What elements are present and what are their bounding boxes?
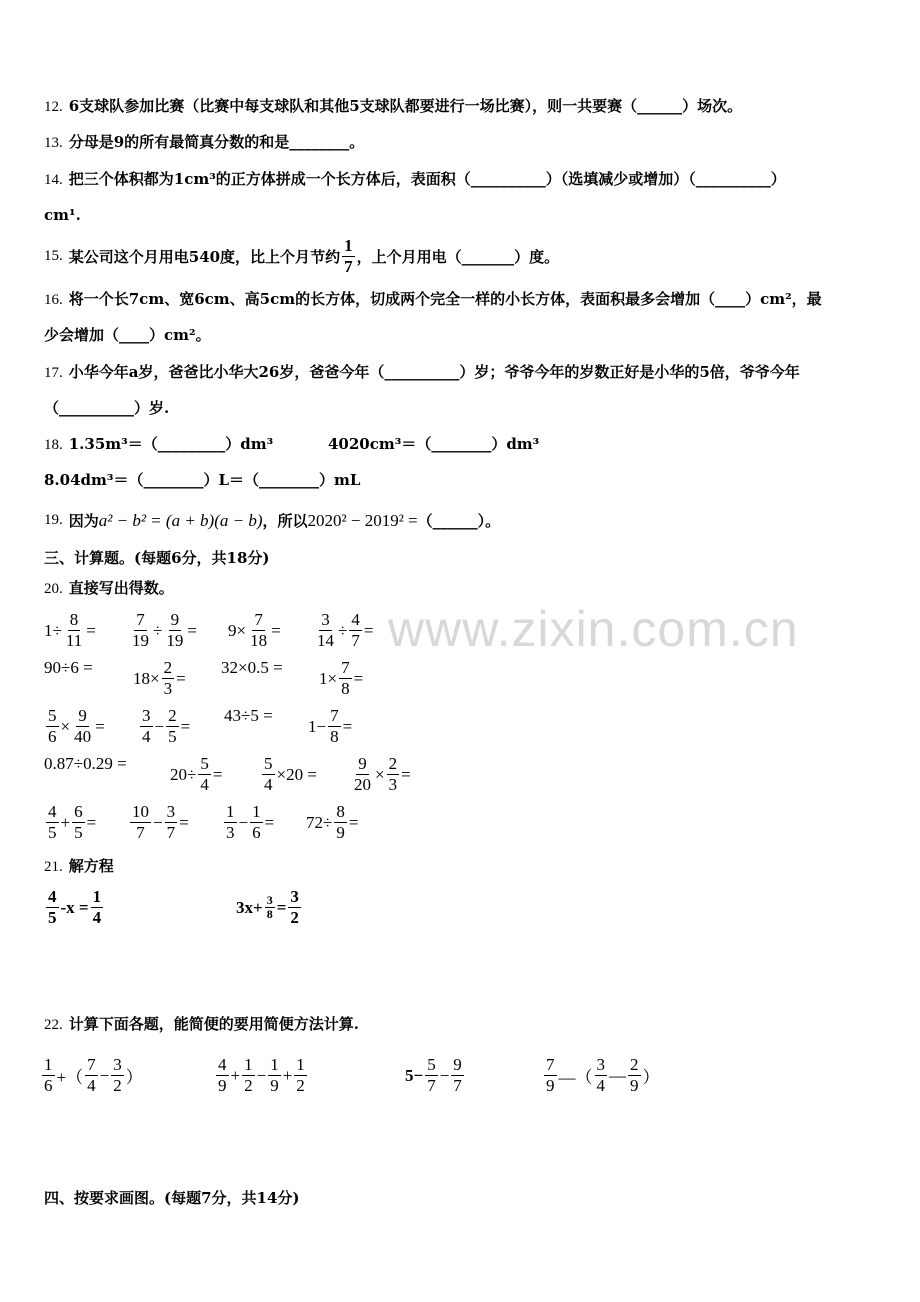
question-21: [44, 856, 114, 877]
question-12: [44, 96, 742, 117]
calc-item: $\frac{5}{4}$ ×20 =: [264, 754, 317, 794]
calc-item: 1− $\frac{7}{8}$ =: [308, 706, 353, 746]
question-number: 14.: [44, 172, 63, 188]
question-number: 17.: [44, 365, 63, 381]
calc-item: 1× $\frac{7}{8}$ =: [319, 658, 364, 698]
question-16: [44, 289, 822, 310]
calc-item: $\frac{3}{4}$ − $\frac{2}{5}$ =: [142, 706, 191, 746]
question-text: 把三个体积都为1cm³的正方体拼成一个长方体后，表面积（__________）（选填减少或增加）（__________）: [68, 170, 786, 188]
calc-item: $\frac{1}{3}$ − $\frac{1}{6}$ =: [226, 802, 275, 842]
calc-item: 90÷6 =: [44, 658, 93, 677]
simplify-2: $\frac{4}{9}$ + $\frac{1}{2}$ − $\frac{1}{9}$ + $\frac{1}{2}$: [218, 1055, 305, 1095]
question-text: 分母是9的所有最简真分数的和是________。: [68, 133, 365, 151]
section-3-title: 三、计算题。(每题6分，共18分): [44, 549, 270, 567]
question-text-after: ，上个月用电（_______）度。: [356, 248, 560, 266]
question-13: [44, 132, 364, 153]
question-15: [44, 236, 559, 277]
question-title: 直接写出得数。: [68, 579, 174, 597]
simplify-3: 5− $\frac{5}{7}$ − $\frac{9}{7}$: [405, 1055, 462, 1095]
question-text-after: （______）。: [417, 512, 501, 530]
question-20: [44, 578, 174, 599]
expression: 2020² − 2019² =: [307, 510, 418, 530]
calc-item: 0.87÷0.29 =: [44, 754, 127, 773]
question-16-cont: 少会增加（____）cm²。: [44, 326, 211, 344]
question-18: [44, 434, 273, 455]
fraction: $\frac{1}{7}$: [344, 236, 353, 276]
calc-item: 18× $\frac{2}{3}$ =: [133, 658, 186, 698]
calc-item: $\frac{4}{5}$ + $\frac{6}{5}$ =: [48, 802, 97, 842]
simplify-4: $\frac{7}{9}$ —（ $\frac{3}{4}$ — $\frac{2}{9}$ ）: [546, 1055, 660, 1095]
question-number: 20.: [44, 581, 63, 597]
conversion-a: 1.35m³＝（_________）dm³: [68, 435, 274, 453]
calc-item: $\frac{9}{20}$ × $\frac{2}{3}$ =: [354, 754, 411, 794]
equation-2: 3x+ $\frac{3}{8}$ = $\frac{3}{2}$: [236, 887, 299, 927]
calc-item: $\frac{10}{7}$ − $\frac{3}{7}$ =: [132, 802, 189, 842]
question-number: 15.: [44, 248, 63, 264]
question-text-before: 因为: [68, 512, 99, 530]
question-19: [44, 510, 500, 531]
watermark: www.zixin.com.cn: [388, 601, 799, 657]
question-number: 13.: [44, 135, 63, 151]
question-14: [44, 169, 786, 190]
question-number: 18.: [44, 437, 63, 453]
question-title: 解方程: [68, 857, 114, 875]
question-number: 19.: [44, 512, 63, 528]
question-text-mid: ，所以: [262, 512, 308, 530]
conversion-b: 4020cm³＝（________）dm³: [328, 435, 540, 453]
simplify-1: $\frac{1}{6}$ +（ $\frac{7}{4}$ − $\frac{3}{2}$ ）: [44, 1055, 143, 1095]
question-text: 将一个长7cm、宽6cm、高5cm的长方体，切成两个完全一样的小长方体，表面积最多会增加（____）cm²，最: [68, 290, 822, 308]
calc-item: 32×0.5 =: [221, 658, 283, 677]
calc-item: 43÷5 =: [224, 706, 273, 725]
question-number: 12.: [44, 99, 63, 115]
equation-1: $\frac{4}{5}$ -x = $\frac{1}{4}$: [48, 887, 102, 927]
question-text: 小华今年a岁，爸爸比小华大26岁，爸爸今年（__________）岁；爷爷今年的岁数正好是小华的5倍，爷爷今年: [68, 363, 800, 381]
question-number: 22.: [44, 1017, 63, 1033]
calc-item: $\frac{3}{14}$ ÷ $\frac{4}{7}$ =: [317, 610, 374, 650]
calc-item: 9× $\frac{7}{18}$ =: [228, 610, 281, 650]
question-17-cont: （__________）岁.: [44, 399, 170, 417]
question-number: 21.: [44, 859, 63, 875]
question-22: [44, 1014, 359, 1035]
calc-item: $\frac{5}{6}$ × $\frac{9}{40}$ =: [48, 706, 105, 746]
question-title: 计算下面各题，能简便的要用简便方法计算.: [68, 1015, 359, 1033]
question-number: 16.: [44, 292, 63, 308]
section-4-title: 四、按要求画图。(每题7分，共14分): [44, 1189, 300, 1207]
question-text: 6支球队参加比赛（比赛中每支球队和其他5支球队都要进行一场比赛），则一共要赛（______）场次。: [68, 97, 743, 115]
question-text-before: 某公司这个月用电540度，比上个月节约: [68, 248, 341, 266]
calc-item: $\frac{7}{19}$ ÷ $\frac{9}{19}$ =: [132, 610, 197, 650]
calc-item: 72÷ $\frac{8}{9}$ =: [306, 802, 359, 842]
conversion-c: 8.04dm³＝（________）L＝（________）mL: [44, 471, 361, 489]
calc-item: 1÷ $\frac{8}{11}$ =: [44, 610, 96, 650]
question-17: [44, 362, 800, 383]
question-14-cont: cm¹.: [44, 206, 81, 224]
calc-item: 20÷ $\frac{5}{4}$ =: [170, 754, 223, 794]
formula: a² − b² = (a + b)(a − b): [98, 510, 263, 530]
